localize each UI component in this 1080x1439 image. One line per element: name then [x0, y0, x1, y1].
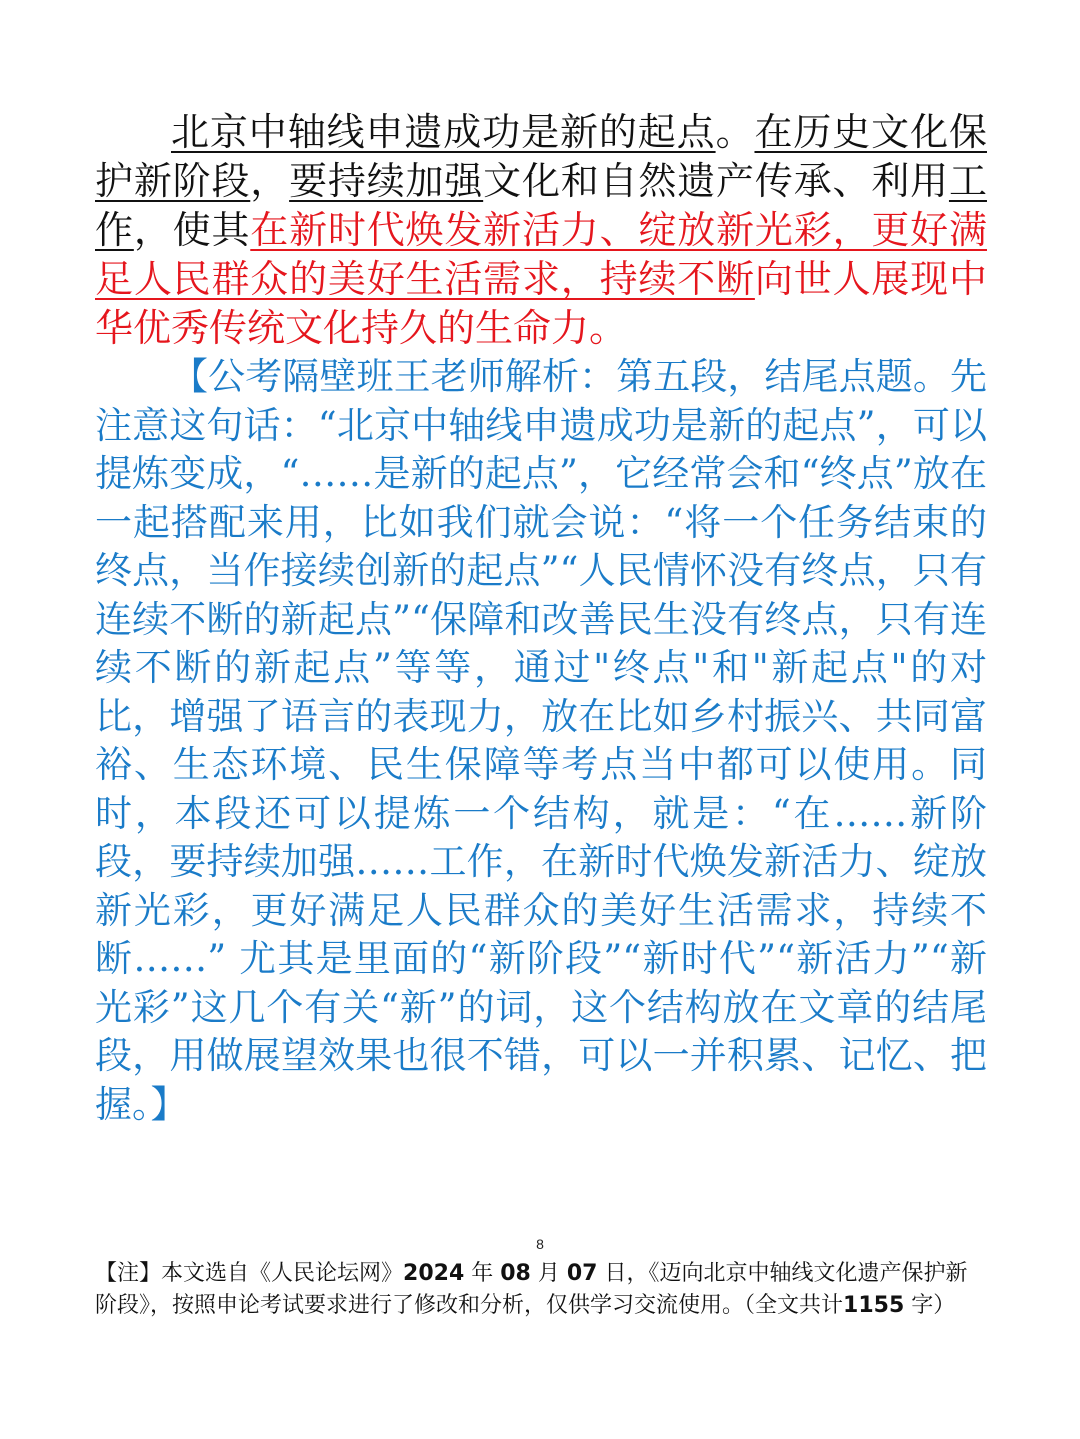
note-day: 07 [566, 1261, 598, 1286]
note-text: 月 [530, 1261, 567, 1286]
underlined-phrase: 北京中轴线申遗成功是新的起点 [171, 110, 716, 154]
source-note [95, 1258, 987, 1322]
underlined-phrase: 要持续加强 [289, 159, 484, 203]
text-run: 。 [715, 110, 755, 154]
page-number: 8 [536, 1236, 544, 1252]
text-run: 文化和自然遗产传承、利用 [483, 159, 949, 203]
analysis-paragraph: 【公考隔壁班王老师解析：第五段，结尾点题。先注意这句话：“北京中轴线申遗成功是新的起点”，可以提炼变成，“……是新的起点”，它经常会和“终点”放在一起搭配来用，比如我们就会说：“将一个任务结束的终点，当作接续创新的起点”“人民情怀没有终点，只有连续不断的新起点”“保障和改善民生没有终点，只有连续不断的新起点”等等，通过"终点"和"新起点"的对比，增强了语言的表现力，放在比如乡村振兴、共同富裕、生态环境、民生保障等考点当中都可以使用。同时，本段还可以提炼一个结构，就是：“在……新阶段，要持续加强……工作，在新时代焕发新活力、绽放新光彩，更好满足人民群众的美好生活需求，持续不断……” 尤其是里面的“新阶段”“新时代”“新活力”“新光彩”这几个有关“新”的词，这个结构放在文章的结尾段，用做展望效果也很不错，可以一并积累、记忆、把握。】 [95, 355, 987, 1126]
note-text: 【注】本文选自《人民论坛网》 [95, 1261, 404, 1286]
underlined-phrase: 工作 [95, 159, 987, 252]
text-run: ， [250, 159, 290, 203]
note-month: 08 [500, 1261, 531, 1286]
main-paragraph [95, 108, 987, 353]
red-text-run: 向世人展现中华优秀传统文化持久的生命力。 [95, 257, 987, 350]
text-run: ，使其 [133, 208, 251, 252]
red-underlined-phrase: 在新时代焕发新活力、绽放新光彩，更好满足人民群众的美好生活需求，持续不断 [95, 208, 987, 301]
note-text: 字） [904, 1293, 956, 1318]
underlined-phrase: 在历史文化保护新阶段 [95, 110, 987, 203]
note-text: 年 [464, 1261, 501, 1286]
note-text: 日，《迈向北京中轴线文化遗产保护新阶段》，按照申论考试要求进行了修改和分析，仅供学习交流使用。（全文共计 [95, 1261, 968, 1318]
note-word-count: 1155 [843, 1293, 905, 1318]
note-year: 2024 [403, 1261, 465, 1286]
